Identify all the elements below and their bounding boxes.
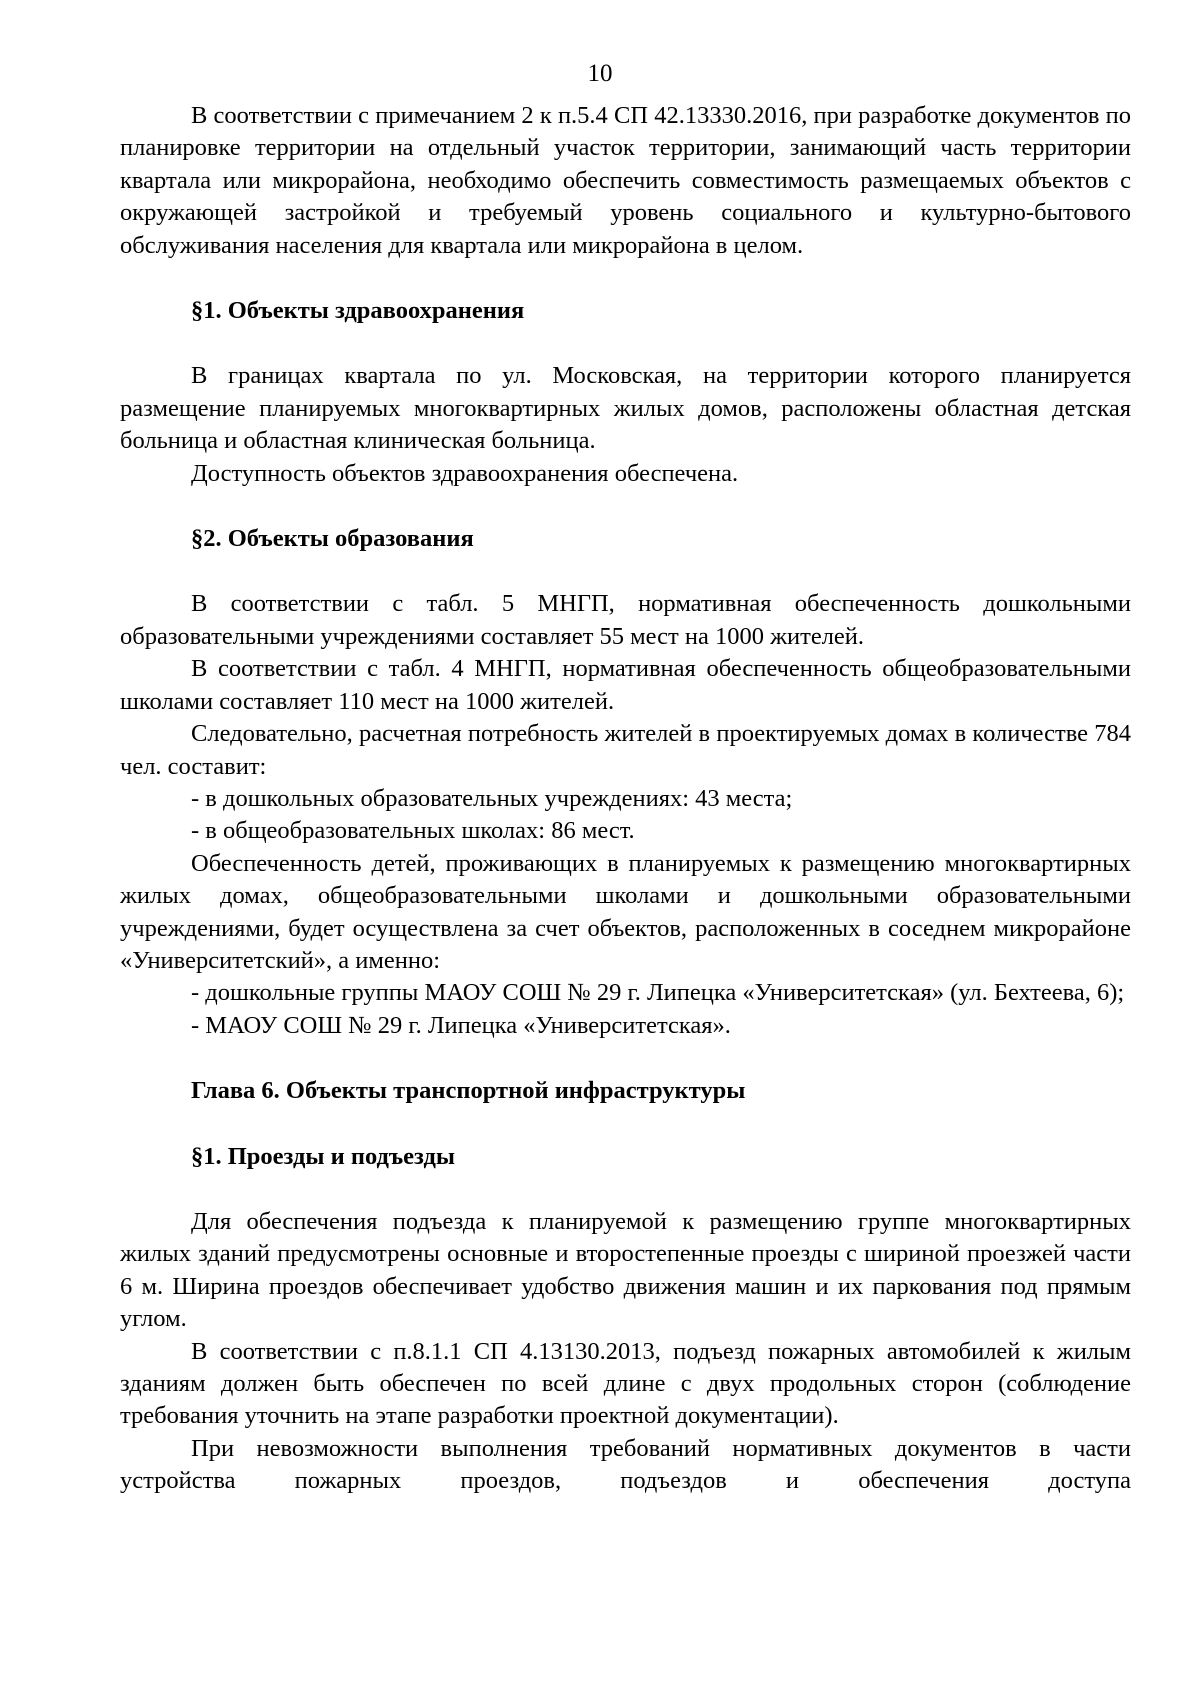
paragraph: В соответствии с п.8.1.1 СП 4.13130.2013, подъезд пожарных автомобилей к жилым зданиям должен быть обеспечен по всей длине с двух продольных сторон (соблюдение требования уточнить на этапе разработки проектной документации). bbox=[120, 1337, 1131, 1430]
section-heading-education: §2. Объекты образования bbox=[191, 525, 474, 553]
intro-paragraph: В соответствии с примечанием 2 к п.5.4 СП 42.13330.2016, при разработке документов по планировке территории на отдельный участок территории, занимающий часть территории квартала или микрорайона, необходимо обеспечить совместимость размещаемых объектов с окружающей застройкой и требуемый уровень социального и культурно-бытового обслуживания населения для квартала или микрорайона в целом. bbox=[120, 102, 1131, 259]
list-item: - МАОУ СОШ № 29 г. Липецка «Университетская». bbox=[191, 1011, 731, 1039]
section-heading-driveways: §1. Проезды и подъезды bbox=[191, 1142, 455, 1170]
list-item: - в общеобразовательных школах: 86 мест. bbox=[191, 817, 635, 845]
chapter-heading-transport: Глава 6. Объекты транспортной инфраструктуры bbox=[191, 1077, 746, 1105]
paragraph: Следовательно, расчетная потребность жителей в проектируемых домах в количестве 784 чел. составит: bbox=[120, 720, 1131, 780]
paragraph: В соответствии с табл. 5 МНГП, нормативная обеспеченность дошкольными образовательными учреждениями составляет 55 мест на 1000 жителей. bbox=[120, 590, 1131, 650]
document-body bbox=[120, 100, 1131, 1498]
paragraph: Для обеспечения подъезда к планируемой к размещению группе многоквартирных жилых зданий предусмотрены основные и второстепенные проезды с шириной проезжей части 6 м. Ширина проездов обеспечивает удобство движения машин и их паркования под прямым углом. bbox=[120, 1207, 1131, 1333]
page-number: 10 bbox=[587, 60, 613, 87]
list-item: - в дошкольных образовательных учреждениях: 43 места; bbox=[191, 784, 793, 812]
paragraph: При невозможности выполнения требований нормативных документов в части устройства пожарных проездов, подъездов и обеспечения доступа bbox=[120, 1434, 1131, 1495]
section-heading-healthcare: §1. Объекты здравоохранения bbox=[191, 297, 525, 325]
paragraph: Доступность объектов здравоохранения обеспечена. bbox=[191, 459, 739, 487]
paragraph: В соответствии с табл. 4 МНГП, нормативная обеспеченность общеобразовательными школами составляет 110 мест на 1000 жителей. bbox=[120, 655, 1131, 715]
paragraph: В границах квартала по ул. Московская, на территории которого планируется размещение планируемых многоквартирных жилых домов, расположены областная детская больница и областная клиническая больница. bbox=[120, 362, 1131, 455]
list-item: - дошкольные группы МАОУ СОШ № 29 г. Липецка «Университетская» (ул. Бехтеева, 6); bbox=[191, 979, 1125, 1007]
paragraph: Обеспеченность детей, проживающих в планируемых к размещению многоквартирных жилых домах, общеобразовательными школами и дошкольными образовательными учреждениями, будет осуществлена за счет объектов, расположенных в соседнем микрорайоне «Университетский», а именно: bbox=[120, 849, 1131, 974]
